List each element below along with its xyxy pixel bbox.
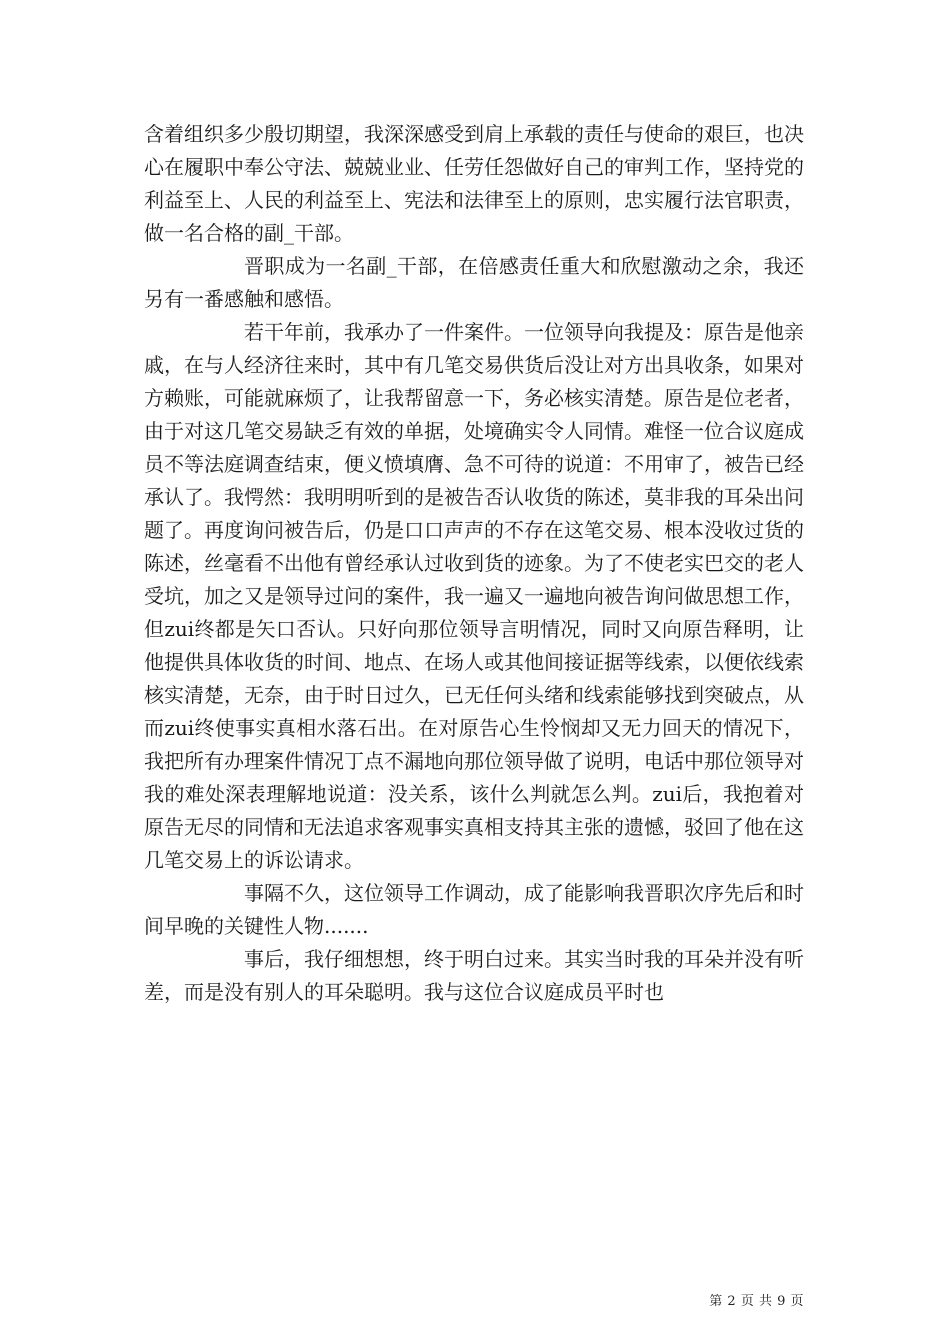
document-body — [144, 118, 804, 1009]
paragraph-1: 含着组织多少殷切期望，我深深感受到肩上承载的责任与使命的艰巨，也决心在履职中奉公守法、兢兢业业、任劳任怨做好自己的审判工作，坚持党的利益至上、人民的利益至上、宪法和法律至上的原则，忠实履行法官职责，做一名合格的副_干部。 — [144, 122, 804, 245]
paragraph-3: 若干年前，我承办了一件案件。一位领导向我提及：原告是他亲戚，在与人经济往来时，其中有几笔交易供货后没让对方出具收条，如果对方赖账，可能就麻烦了，让我帮留意一下，务必核实清楚。原告是位老者，由于对这几笔交易缺乏有效的单据，处境确实令人同情。难怪一位合议庭成员不等法庭调查结束，便义愤填膺、急不可待的说道：不用审了，被告已经承认了。我愕然：我明明听到的是被告否认收货的陈述，莫非我的耳朵出问题了。再度询问被告后，仍是口口声声的不存在这笔交易、根本没收过货的陈述，丝毫看不出他有曾经承认过收到货的迹象。为了不使老实巴交的老人受坑，加之又是领导过问的案件，我一遍又一遍地向被告询问做思想工作，但zui终都是矢口否认。只好向那位领导言明情况，同时又向原告释明，让他提供具体收货的时间、地点、在场人或其他间接证据等线索，以便依线索核实清楚，无奈，由于时日过久，已无任何头绪和线索能够找到突破点，从而zui终使事实真相水落石出。在对原告心生怜悯却又无力回天的情况下，我把所有办理案件情况丁点不漏地向那位领导做了说明，电话中那位领导对我的难处深表理解地说道：没关系，该什么判就怎么判。zui后，我抱着对原告无尽的同情和无法追求客观事实真相支持其主张的遗憾，驳回了他在这几笔交易上的诉讼请求。 — [144, 320, 804, 872]
paragraph-4: 事隔不久，这位领导工作调动，成了能影响我晋职次序先后和时间早晚的关键性人物....... — [144, 881, 804, 938]
page-number-footer: 第 2 页 共 9 页 — [709, 1294, 804, 1309]
paragraph-5: 事后，我仔细想想，终于明白过来。其实当时我的耳朵并没有听差，而是没有别人的耳朵聪明。我与这位合议庭成员平时也 — [144, 947, 804, 1004]
paragraph-2: 晋职成为一名副_干部，在倍感责任重大和欣慰激动之余，我还另有一番感触和感悟。 — [144, 254, 804, 311]
